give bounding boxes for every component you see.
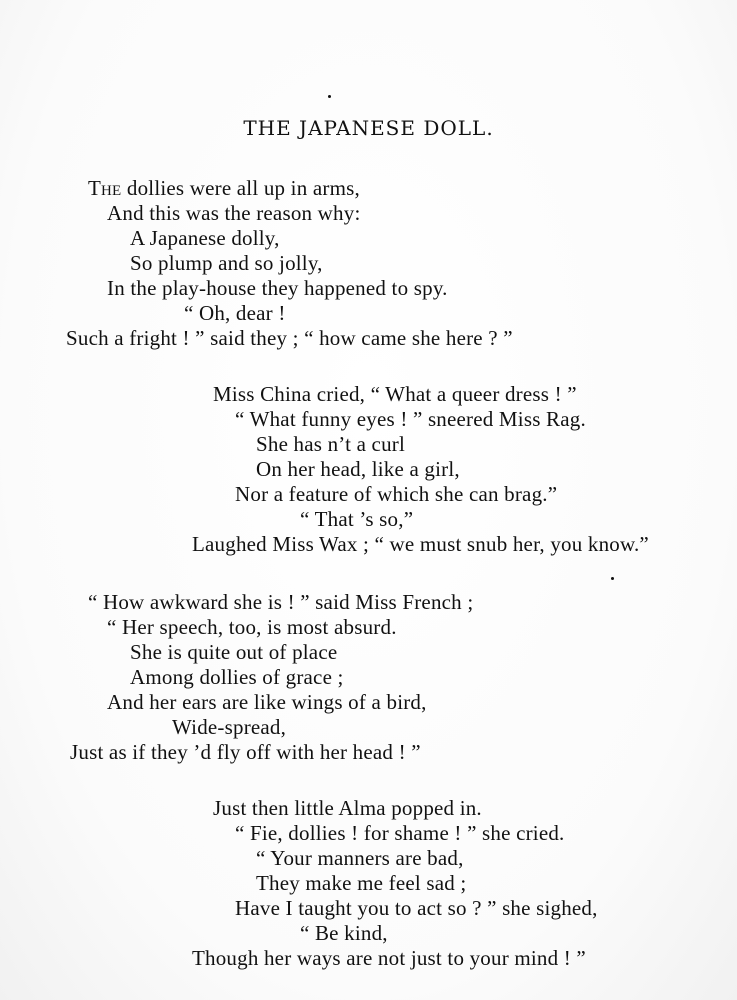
print-speck — [611, 577, 614, 580]
poem-line: “ How awkward she is ! ” said Miss French ; — [88, 590, 474, 614]
poem-line: In the play-house they happened to spy. — [107, 276, 448, 300]
poem-line: Among dollies of grace ; — [130, 665, 344, 689]
poem-line: “ Your manners are bad, — [256, 846, 464, 870]
poem-line: Laughed Miss Wax ; “ we must snub her, you know.” — [192, 532, 649, 556]
poem-line: They make me feel sad ; — [256, 871, 467, 895]
poem-line: Just then little Alma popped in. — [213, 796, 482, 820]
poem-line: On her head, like a girl, — [256, 457, 460, 481]
poem-line: A Japanese dolly, — [130, 226, 280, 250]
poem-line: Nor a feature of which she can brag.” — [235, 482, 558, 506]
poem-line: Have I taught you to act so ? ” she sighed, — [235, 896, 598, 920]
poem-line: She is quite out of place — [130, 640, 338, 664]
poem-line — [88, 176, 360, 200]
poem-line: “ Be kind, — [300, 921, 388, 945]
drop-word: The — [88, 176, 122, 200]
poem-line: Though her ways are not just to your mind ! ” — [192, 946, 586, 970]
poem-line: Such a fright ! ” said they ; “ how came she here ? ” — [66, 326, 513, 350]
poem-line: “ Her speech, too, is most absurd. — [107, 615, 397, 639]
poem-title: THE JAPANESE DOLL. — [243, 116, 494, 140]
print-speck — [328, 95, 331, 98]
line-text: dollies were all up in arms, — [126, 176, 360, 200]
poem-line: And this was the reason why: — [107, 201, 361, 225]
poem-line: And her ears are like wings of a bird, — [107, 690, 427, 714]
poem-line: Just as if they ’d fly off with her head ! ” — [70, 740, 421, 764]
poem-line: “ Fie, dollies ! for shame ! ” she cried. — [235, 821, 565, 845]
poem-line: She has n’t a curl — [256, 432, 406, 456]
poem-line: “ Oh, dear ! — [184, 301, 286, 325]
poem-line: Miss China cried, “ What a queer dress ! ” — [213, 382, 577, 406]
poem-line: “ What funny eyes ! ” sneered Miss Rag. — [235, 407, 586, 431]
poem-line: Wide-spread, — [172, 715, 287, 739]
poem-line: “ That ’s so,” — [300, 507, 414, 531]
poem-line: So plump and so jolly, — [130, 251, 323, 275]
